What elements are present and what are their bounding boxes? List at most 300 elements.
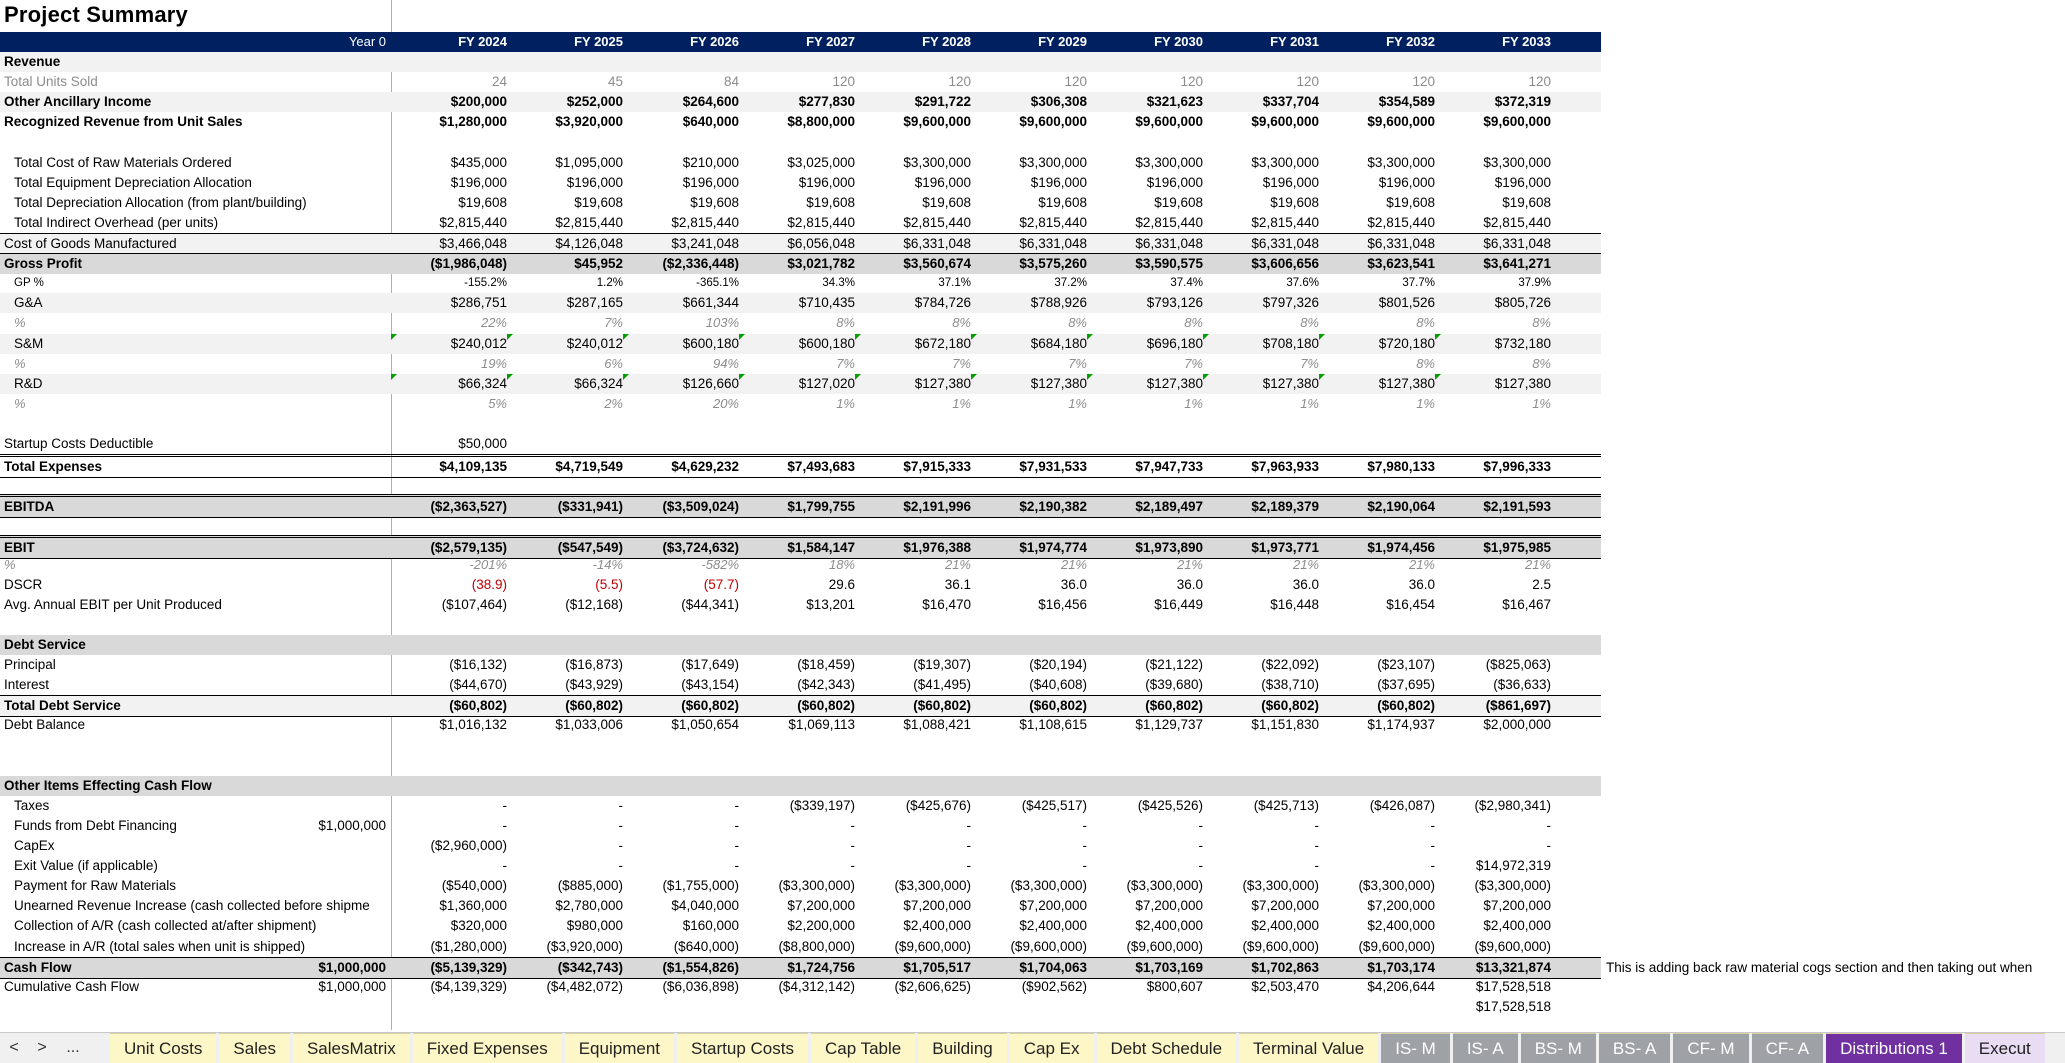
value-cell[interactable]: [623, 434, 739, 454]
row-label[interactable]: %: [14, 315, 26, 331]
year-0-cell[interactable]: [300, 133, 386, 153]
row-label[interactable]: Cost of Goods Manufactured: [4, 236, 177, 251]
year-0-cell[interactable]: [300, 72, 386, 92]
value-cell[interactable]: $2,503,470: [1251, 978, 1319, 994]
value-cell[interactable]: $6,331,048: [1135, 236, 1203, 251]
value-cell[interactable]: $19,608: [1038, 194, 1087, 210]
value-cell[interactable]: -: [1198, 817, 1203, 833]
value-cell[interactable]: $13,321,874: [1475, 959, 1551, 975]
value-cell[interactable]: $2,190,382: [1019, 499, 1087, 515]
value-cell[interactable]: 37.9%: [1518, 277, 1551, 290]
value-cell[interactable]: $66,324: [574, 375, 623, 391]
sheet-tab-unit-costs[interactable]: Unit Costs: [110, 1033, 216, 1063]
year-0-cell[interactable]: [300, 696, 386, 716]
value-cell[interactable]: 1%: [836, 395, 855, 411]
value-cell[interactable]: $2,189,497: [1135, 499, 1203, 515]
value-cell[interactable]: $1,360,000: [439, 898, 507, 914]
year-0-cell[interactable]: [300, 615, 386, 635]
value-cell[interactable]: $2,815,440: [1019, 214, 1087, 230]
value-cell[interactable]: ($22,092): [1261, 657, 1319, 673]
year-0-cell[interactable]: $1,000,000: [318, 959, 386, 975]
value-cell[interactable]: $3,241,048: [671, 236, 739, 251]
value-cell[interactable]: 7%: [1068, 355, 1087, 371]
value-cell[interactable]: 7%: [836, 355, 855, 371]
value-cell[interactable]: ($42,343): [797, 677, 855, 693]
value-cell[interactable]: -: [1198, 838, 1203, 853]
value-cell[interactable]: $7,493,683: [787, 459, 855, 475]
year-0-cell[interactable]: $1,000,000: [318, 817, 386, 833]
value-cell[interactable]: ($40,608): [1029, 677, 1087, 693]
value-cell[interactable]: 36.0: [1408, 576, 1435, 592]
column-header[interactable]: FY 2029: [1038, 34, 1087, 49]
value-cell[interactable]: $640,000: [682, 114, 739, 130]
value-cell[interactable]: $2,400,000: [1251, 918, 1319, 934]
value-cell[interactable]: $805,726: [1494, 295, 1551, 311]
value-cell[interactable]: $2,189,379: [1251, 499, 1319, 515]
value-cell[interactable]: 1%: [1300, 395, 1319, 411]
value-cell[interactable]: $321,623: [1146, 94, 1203, 110]
value-cell[interactable]: $291,722: [914, 94, 971, 110]
value-cell[interactable]: ($1,280,000): [430, 938, 507, 954]
sheet-tab-equipment[interactable]: Equipment: [565, 1033, 674, 1063]
value-cell[interactable]: $7,200,000: [903, 898, 971, 914]
value-cell[interactable]: $4,629,232: [671, 459, 739, 475]
sheet-tab-fixed-expenses[interactable]: Fixed Expenses: [413, 1033, 562, 1063]
value-cell[interactable]: ($60,802): [913, 698, 971, 714]
value-cell[interactable]: ($9,600,000): [1242, 938, 1319, 954]
value-cell[interactable]: $2,400,000: [903, 918, 971, 934]
value-cell[interactable]: -: [1314, 838, 1319, 853]
value-cell[interactable]: $1,974,774: [1019, 539, 1087, 555]
column-header[interactable]: FY 2031: [1270, 34, 1319, 49]
value-cell[interactable]: 1.2%: [596, 277, 623, 290]
value-cell[interactable]: $9,600,000: [1251, 114, 1319, 130]
year-0-cell[interactable]: [300, 796, 386, 816]
value-cell[interactable]: $19,608: [1270, 194, 1319, 210]
value-cell[interactable]: $1,069,113: [788, 717, 855, 733]
value-cell[interactable]: 120: [1412, 74, 1435, 90]
value-cell[interactable]: ($2,363,527): [430, 499, 507, 515]
value-cell[interactable]: 21%: [1176, 556, 1203, 572]
value-cell[interactable]: $4,206,644: [1367, 978, 1435, 994]
value-cell[interactable]: 7%: [952, 355, 971, 371]
value-cell[interactable]: ($3,300,000): [894, 878, 971, 894]
value-cell[interactable]: -155.2%: [464, 277, 507, 290]
tab-scroll-right-icon[interactable]: >: [37, 1039, 47, 1056]
value-cell[interactable]: $8,800,000: [787, 114, 855, 130]
value-cell[interactable]: ($44,341): [681, 596, 739, 612]
value-cell[interactable]: [507, 434, 623, 454]
value-cell[interactable]: ($60,802): [1261, 698, 1319, 714]
value-cell[interactable]: -: [1430, 838, 1435, 853]
value-cell[interactable]: $2,400,000: [1135, 918, 1203, 934]
value-cell[interactable]: $6,331,048: [1251, 236, 1319, 251]
value-cell[interactable]: $2,400,000: [1483, 918, 1551, 934]
value-cell[interactable]: $6,331,048: [903, 236, 971, 251]
value-cell[interactable]: $196,000: [1494, 174, 1551, 190]
value-cell[interactable]: ($885,000): [557, 878, 623, 894]
value-cell[interactable]: 45: [607, 74, 623, 90]
year-0-cell[interactable]: [300, 273, 386, 293]
row-label[interactable]: Revenue: [4, 54, 61, 70]
row-label[interactable]: Taxes: [14, 797, 50, 813]
column-header[interactable]: FY 2024: [458, 34, 507, 49]
row-label[interactable]: DSCR: [4, 576, 43, 592]
value-cell[interactable]: $264,600: [682, 94, 739, 110]
more-tabs-icon[interactable]: ...: [66, 1039, 80, 1056]
row-label[interactable]: %: [14, 395, 26, 411]
value-cell[interactable]: $1,799,755: [787, 499, 855, 515]
value-cell[interactable]: ($2,960,000): [430, 838, 507, 853]
value-cell[interactable]: ($9,600,000): [1358, 938, 1435, 954]
column-header[interactable]: FY 2028: [922, 34, 971, 49]
value-cell[interactable]: $9,600,000: [1019, 114, 1087, 130]
value-cell[interactable]: $337,704: [1262, 94, 1319, 110]
value-cell[interactable]: $19,608: [1502, 194, 1551, 210]
year-0-cell[interactable]: [300, 575, 386, 595]
value-cell[interactable]: $9,600,000: [1135, 114, 1203, 130]
value-cell[interactable]: $2,815,440: [1367, 214, 1435, 230]
value-cell[interactable]: $2,400,000: [1019, 918, 1087, 934]
value-cell[interactable]: 6%: [604, 355, 623, 371]
row-label[interactable]: Debt Balance: [4, 717, 86, 733]
value-cell[interactable]: 8%: [1532, 355, 1551, 371]
value-cell[interactable]: -: [618, 858, 623, 874]
value-cell[interactable]: ($3,300,000): [1474, 878, 1551, 894]
value-cell[interactable]: ($861,697): [1485, 698, 1551, 714]
value-cell[interactable]: -: [502, 858, 507, 874]
value-cell[interactable]: $19,608: [690, 194, 739, 210]
value-cell[interactable]: $6,331,048: [1483, 236, 1551, 251]
value-cell[interactable]: $3,300,000: [1367, 154, 1435, 170]
year-0-cell[interactable]: [300, 474, 386, 494]
value-cell[interactable]: 120: [1296, 74, 1319, 90]
value-cell[interactable]: 24: [491, 74, 507, 90]
value-cell[interactable]: $127,380: [914, 375, 971, 391]
value-cell[interactable]: $3,606,656: [1251, 256, 1319, 272]
year-0-cell[interactable]: [300, 334, 386, 354]
value-cell[interactable]: ($3,300,000): [1126, 878, 1203, 894]
value-cell[interactable]: $661,344: [682, 295, 739, 311]
sheet-tab-cap-table[interactable]: Cap Table: [811, 1033, 915, 1063]
value-cell[interactable]: -: [1430, 817, 1435, 833]
year-0-cell[interactable]: [300, 856, 386, 876]
year-0-cell[interactable]: [300, 153, 386, 173]
value-cell[interactable]: 36.0: [1060, 576, 1087, 592]
value-cell[interactable]: $306,308: [1030, 94, 1087, 110]
value-cell[interactable]: 8%: [1532, 315, 1551, 331]
row-label[interactable]: GP %: [14, 277, 44, 290]
value-cell[interactable]: $1,016,132: [439, 717, 507, 733]
value-cell[interactable]: $1,174,937: [1367, 717, 1435, 733]
value-cell[interactable]: 8%: [952, 315, 971, 331]
row-label[interactable]: CapEx: [14, 838, 55, 853]
value-cell[interactable]: $196,000: [798, 174, 855, 190]
row-label[interactable]: G&A: [14, 295, 43, 311]
value-cell[interactable]: ($16,132): [449, 657, 507, 673]
value-cell[interactable]: ($1,986,048): [430, 256, 507, 272]
value-cell[interactable]: $127,380: [1030, 375, 1087, 391]
value-cell[interactable]: 103%: [705, 315, 739, 331]
value-cell[interactable]: ($9,600,000): [894, 938, 971, 954]
value-cell[interactable]: $2,000,000: [1483, 717, 1551, 733]
value-cell[interactable]: $9,600,000: [903, 114, 971, 130]
year-0-cell[interactable]: [300, 876, 386, 896]
value-cell[interactable]: $1,095,000: [555, 154, 623, 170]
row-label[interactable]: Exit Value (if applicable): [14, 858, 158, 874]
value-cell[interactable]: $7,947,733: [1135, 459, 1203, 475]
value-cell[interactable]: [1087, 997, 1203, 1017]
value-cell[interactable]: $1,724,756: [787, 959, 855, 975]
year-0-cell[interactable]: [300, 434, 386, 454]
value-cell[interactable]: $2,815,440: [1251, 214, 1319, 230]
value-cell[interactable]: $3,575,260: [1019, 256, 1087, 272]
value-cell[interactable]: $2,191,593: [1483, 499, 1551, 515]
year-0-cell[interactable]: [300, 193, 386, 213]
value-cell[interactable]: ($425,517): [1021, 797, 1087, 813]
value-cell[interactable]: ($3,509,024): [662, 499, 739, 515]
value-cell[interactable]: $2,815,440: [787, 214, 855, 230]
value-cell[interactable]: $286,751: [450, 295, 507, 311]
value-cell[interactable]: 18%: [828, 556, 855, 572]
value-cell[interactable]: $196,000: [450, 174, 507, 190]
value-cell[interactable]: -: [618, 797, 623, 813]
value-cell[interactable]: -: [1546, 838, 1551, 853]
value-cell[interactable]: 120: [1180, 74, 1203, 90]
value-cell[interactable]: 21%: [1060, 556, 1087, 572]
value-cell[interactable]: $1,702,863: [1251, 959, 1319, 975]
value-cell[interactable]: 37.4%: [1170, 277, 1203, 290]
value-cell[interactable]: $2,815,440: [555, 214, 623, 230]
value-cell[interactable]: ($2,606,625): [894, 978, 971, 994]
value-cell[interactable]: $7,200,000: [787, 898, 855, 914]
row-label[interactable]: Principal: [4, 657, 56, 673]
value-cell[interactable]: ($60,802): [1145, 698, 1203, 714]
value-cell[interactable]: ($6,036,898): [662, 978, 739, 994]
value-cell[interactable]: ($425,713): [1253, 797, 1319, 813]
value-cell[interactable]: $3,300,000: [1483, 154, 1551, 170]
value-cell[interactable]: 120: [948, 74, 971, 90]
year-0-cell[interactable]: [300, 655, 386, 675]
value-cell[interactable]: $16,448: [1270, 596, 1319, 612]
value-cell[interactable]: ($3,300,000): [1358, 878, 1435, 894]
value-cell[interactable]: ($4,482,072): [546, 978, 623, 994]
sheet-tab-cap-ex[interactable]: Cap Ex: [1010, 1033, 1094, 1063]
value-cell[interactable]: -14%: [592, 556, 623, 572]
value-cell[interactable]: ($43,154): [681, 677, 739, 693]
value-cell[interactable]: $196,000: [566, 174, 623, 190]
value-cell[interactable]: 8%: [836, 315, 855, 331]
value-cell[interactable]: -: [966, 858, 971, 874]
row-label[interactable]: Interest: [4, 677, 50, 693]
value-cell[interactable]: $7,963,933: [1251, 459, 1319, 475]
year-0-cell[interactable]: [300, 234, 386, 254]
value-cell[interactable]: (57.7): [703, 576, 739, 592]
value-cell[interactable]: $1,088,421: [903, 717, 971, 733]
row-label[interactable]: Avg. Annual EBIT per Unit Produced: [4, 596, 222, 612]
value-cell[interactable]: $1,703,169: [1135, 959, 1203, 975]
value-cell[interactable]: $3,300,000: [1019, 154, 1087, 170]
value-cell[interactable]: ($21,122): [1145, 657, 1203, 673]
value-cell[interactable]: $600,180: [798, 335, 855, 351]
value-cell[interactable]: 7%: [1300, 355, 1319, 371]
column-header-year-0[interactable]: Year 0: [348, 34, 386, 49]
sheet-tab-is-a[interactable]: IS- A: [1453, 1033, 1518, 1063]
value-cell[interactable]: $732,180: [1494, 335, 1551, 351]
value-cell[interactable]: [1319, 997, 1435, 1017]
value-cell[interactable]: -365.1%: [696, 277, 739, 290]
value-cell[interactable]: 1%: [1068, 395, 1087, 411]
value-cell[interactable]: [391, 997, 507, 1017]
tab-scroll-left-icon[interactable]: <: [9, 1039, 19, 1056]
year-0-cell[interactable]: [300, 293, 386, 313]
value-cell[interactable]: $9,600,000: [1483, 114, 1551, 130]
value-cell[interactable]: -: [1314, 817, 1319, 833]
value-cell[interactable]: $710,435: [798, 295, 855, 311]
value-cell[interactable]: 8%: [1068, 315, 1087, 331]
value-cell[interactable]: -: [1082, 858, 1087, 874]
value-cell[interactable]: $19,608: [806, 194, 855, 210]
value-cell[interactable]: ($3,920,000): [546, 938, 623, 954]
value-cell[interactable]: $127,380: [1146, 375, 1203, 391]
value-cell[interactable]: ($1,755,000): [662, 878, 739, 894]
value-cell[interactable]: [855, 434, 971, 454]
value-cell[interactable]: $127,020: [798, 375, 855, 391]
value-cell[interactable]: -: [1082, 838, 1087, 853]
value-cell[interactable]: 94%: [712, 355, 739, 371]
value-cell[interactable]: $2,815,440: [1483, 214, 1551, 230]
value-cell[interactable]: $1,704,063: [1019, 959, 1087, 975]
sheet-tab-bs-a[interactable]: BS- A: [1599, 1033, 1670, 1063]
value-cell[interactable]: ($19,307): [913, 657, 971, 673]
value-cell[interactable]: $708,180: [1262, 335, 1319, 351]
value-cell[interactable]: $1,703,174: [1367, 959, 1435, 975]
value-cell[interactable]: -: [502, 797, 507, 813]
value-cell[interactable]: ($41,495): [913, 677, 971, 693]
value-cell[interactable]: ($60,802): [1029, 698, 1087, 714]
value-cell[interactable]: 120: [832, 74, 855, 90]
row-label[interactable]: EBITDA: [4, 499, 55, 515]
value-cell[interactable]: [971, 997, 1087, 1017]
value-cell[interactable]: 2%: [604, 395, 623, 411]
sheet-tab-cf-m[interactable]: CF- M: [1673, 1033, 1748, 1063]
row-label[interactable]: Startup Costs Deductible: [4, 436, 154, 451]
row-label[interactable]: Funds from Debt Financing: [14, 817, 177, 833]
value-cell[interactable]: $2,815,440: [1135, 214, 1203, 230]
year-0-cell[interactable]: [300, 937, 386, 957]
value-cell[interactable]: $16,449: [1154, 596, 1203, 612]
column-header[interactable]: FY 2026: [690, 34, 739, 49]
year-0-cell[interactable]: [300, 635, 386, 655]
row-label[interactable]: Total Units Sold: [4, 74, 98, 90]
value-cell[interactable]: -: [850, 858, 855, 874]
value-cell[interactable]: $1,050,654: [671, 717, 739, 733]
value-cell[interactable]: -: [618, 838, 623, 853]
cell-note-text[interactable]: This is adding back raw material cogs section and then taking out when: [1606, 959, 2033, 975]
value-cell[interactable]: $3,590,575: [1135, 256, 1203, 272]
value-cell[interactable]: $600,180: [682, 335, 739, 351]
value-cell[interactable]: $7,915,333: [903, 459, 971, 475]
row-label[interactable]: Cash Flow: [4, 959, 72, 975]
value-cell[interactable]: [739, 997, 855, 1017]
value-cell[interactable]: $4,109,135: [439, 459, 507, 475]
value-cell[interactable]: ($1,554,826): [662, 959, 739, 975]
value-cell[interactable]: $2,400,000: [1367, 918, 1435, 934]
sheet-tab-execut[interactable]: Execut: [1965, 1033, 2045, 1063]
value-cell[interactable]: ($18,459): [797, 657, 855, 673]
value-cell[interactable]: $1,280,000: [439, 114, 507, 130]
row-label[interactable]: Total Depreciation Allocation (from plant/building): [14, 194, 307, 210]
value-cell[interactable]: $19,608: [1386, 194, 1435, 210]
year-0-cell[interactable]: [300, 756, 386, 776]
column-header[interactable]: FY 2025: [574, 34, 623, 49]
value-cell[interactable]: 1%: [952, 395, 971, 411]
value-cell[interactable]: $2,191,996: [903, 499, 971, 515]
value-cell[interactable]: [1435, 434, 1551, 454]
year-0-cell[interactable]: [300, 675, 386, 695]
column-header[interactable]: FY 2033: [1502, 34, 1551, 49]
value-cell[interactable]: $2,200,000: [787, 918, 855, 934]
value-cell[interactable]: ($36,633): [1493, 677, 1551, 693]
value-cell[interactable]: $1,705,517: [903, 959, 971, 975]
value-cell[interactable]: 36.0: [1292, 576, 1319, 592]
value-cell[interactable]: [507, 997, 623, 1017]
value-cell[interactable]: $19,608: [922, 194, 971, 210]
value-cell[interactable]: $3,623,541: [1367, 256, 1435, 272]
value-cell[interactable]: ($60,802): [681, 698, 739, 714]
row-label[interactable]: %: [4, 556, 16, 572]
value-cell[interactable]: ($23,107): [1377, 657, 1435, 673]
value-cell[interactable]: 2.5: [1532, 576, 1551, 592]
value-cell[interactable]: $435,000: [450, 154, 507, 170]
value-cell[interactable]: 36.0: [1176, 576, 1203, 592]
value-cell[interactable]: ($540,000): [441, 878, 507, 894]
value-cell[interactable]: $3,920,000: [555, 114, 623, 130]
value-cell[interactable]: ($425,526): [1137, 797, 1203, 813]
year-0-cell[interactable]: [300, 313, 386, 333]
value-cell[interactable]: $127,380: [1494, 375, 1551, 391]
value-cell[interactable]: ($902,562): [1021, 978, 1087, 994]
value-cell[interactable]: ($38,710): [1261, 677, 1319, 693]
value-cell[interactable]: $3,300,000: [1135, 154, 1203, 170]
value-cell[interactable]: $696,180: [1146, 335, 1203, 351]
value-cell[interactable]: $17,528,518: [1475, 998, 1551, 1014]
value-cell[interactable]: $372,319: [1494, 94, 1551, 110]
value-cell[interactable]: [1203, 434, 1319, 454]
row-label[interactable]: R&D: [14, 375, 43, 391]
value-cell[interactable]: $6,331,048: [1019, 236, 1087, 251]
value-cell[interactable]: $354,589: [1378, 94, 1435, 110]
year-0-cell[interactable]: [300, 92, 386, 112]
value-cell[interactable]: 8%: [1300, 315, 1319, 331]
value-cell[interactable]: [1319, 434, 1435, 454]
value-cell[interactable]: $784,726: [914, 295, 971, 311]
comment-indicator-icon[interactable]: [391, 374, 397, 380]
value-cell[interactable]: ($3,724,632): [662, 539, 739, 555]
value-cell[interactable]: ($426,087): [1369, 797, 1435, 813]
value-cell[interactable]: ($339,197): [789, 797, 855, 813]
value-cell[interactable]: 84: [723, 74, 739, 90]
row-label[interactable]: Total Cost of Raw Materials Ordered: [14, 154, 232, 170]
year-0-cell[interactable]: [300, 173, 386, 193]
value-cell[interactable]: -: [618, 817, 623, 833]
value-cell[interactable]: -: [734, 838, 739, 853]
value-cell[interactable]: $196,000: [682, 174, 739, 190]
row-label[interactable]: Other Items Effecting Cash Flow: [4, 777, 212, 793]
value-cell[interactable]: $14,972,319: [1475, 858, 1551, 874]
value-cell[interactable]: $66,324: [458, 375, 507, 391]
value-cell[interactable]: [971, 434, 1087, 454]
